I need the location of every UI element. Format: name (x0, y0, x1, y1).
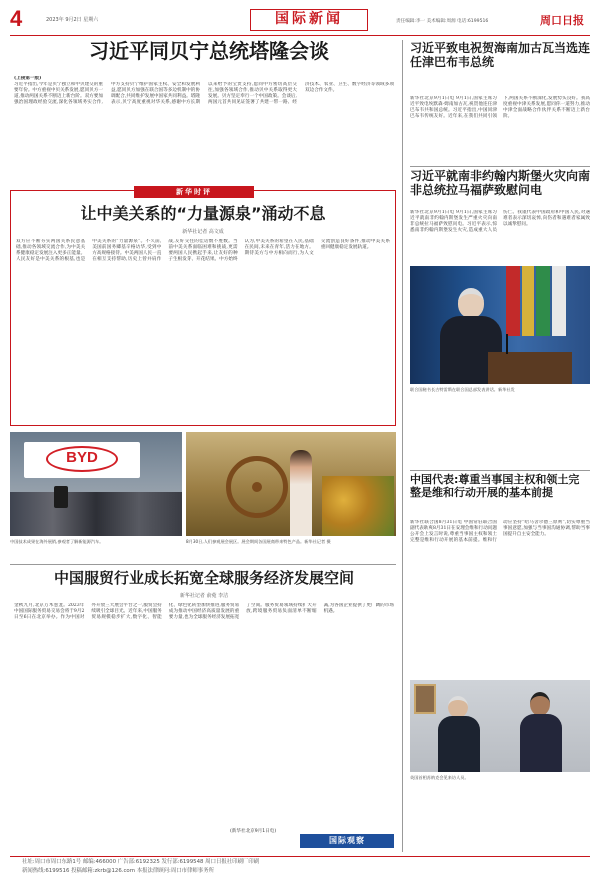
story2-text: 新华社北京9月1日电 9月1日,国家主席习近平就南非约翰内斯堡发生严重火灾向南非总统拉马福萨致慰问电。习近平表示,惊悉南非约翰内斯堡发生火灾,造成重大人员伤亡。我谨代表中国政府和中国人民,对遇难者表示深切哀悼,向伤者和遇难者家属致以诚挚慰问。 (410, 210, 590, 233)
byd-caption: 中国技术成果在海外展销,参观者了解新能源汽车。 (10, 539, 104, 544)
feature-banner (134, 186, 254, 198)
story2-headline: 习近平就南非约翰内斯堡火灾向南非总统拉马福萨致慰问电 (410, 169, 591, 197)
page-number: 4 (10, 6, 23, 31)
feature-headline-em: 力量源泉 (186, 204, 251, 223)
flag-red (506, 266, 520, 336)
story3-text: 新华社联合国8月31日电 中国常驻联合国副代表耿爽8月31日在安理会维和行动问题公开会上发言时说,尊重当事国主权和领土完整是维和行动开展的基本前提。维和行动应坚持“哈马舍尔德三原则”,切实尊重当事国意愿,加强与当事国沟通协调,帮助当事国提升自主安全能力。 (410, 520, 590, 543)
produce (322, 476, 394, 536)
un-photo (410, 266, 590, 384)
services-badge-label: 国际观察 (329, 836, 365, 845)
section-title-box (250, 9, 368, 31)
byd-photo (10, 432, 182, 536)
crowd (10, 492, 182, 536)
section-title: 国际新闻 (275, 11, 343, 27)
lead-story-body (14, 76, 394, 176)
date-line: 2023年 9月2日 星期六 (46, 17, 99, 23)
flag-white (552, 266, 566, 336)
services-text: 金秋九月,北京万木葱茏。2023年中国国际服务贸易交易会将于9月2日至6日在北京举办。作为中国对外开放三大展会平台之一,服贸会持续吸引全球目光。近年来,中国服务贸易规模稳步扩大,数字化、智能化、绿色化转型加快推进,服务贸易成为推动中国经济高质量发展的重要力量,也为全球服务经济发展拓宽了空间。服务贸易领域持续扩大开放,跨境服务贸易负面清单不断缩减,为各国企业提供了更广阔的市场机遇。 (14, 603, 394, 620)
fair-caption: 8月30日,人们参观展会展区。展会期间各国展商带来特色产品。新华社记者 摄 (186, 539, 331, 544)
right-col-divider (402, 40, 403, 852)
story2-rule (410, 166, 590, 167)
services-top-rule (10, 564, 396, 565)
lead-text: 习近平指出,今年是贝宁独立和中贝建交的重要年份。中方重视中贝关系发展,愿同贝方一道,推动两国关系不断迈上新台阶。双方要加强治国理政经验交流,深化各领域务实合作,中方支持贝宁维护国家主权、安全和发展利益,愿同贝方加强在联合国等多边机制中的协调配合,共同维护发展中国家共同利益。塔隆表示,贝宁高度重视对华关系,感谢中方长期以来给予的宝贵支持,愿同中方密切高层交往,加强各领域合作,推动贝中关系取得更大发展。贝方坚定奉行一个中国政策。会谈后,两国元首共同见证签署了共建一带一路、经济技术、农业、卫生、数字经济等领域多项双边合作文件。 (14, 82, 394, 105)
footer-line-1: 社址:周口市周口东路1号 邮编:466000 广告部:6192325 发行部:6199548 周口日报社印刷厂印刷 (22, 859, 260, 865)
person-right-body (520, 714, 562, 772)
phone-hand (54, 486, 68, 508)
person-left-head (448, 696, 468, 718)
podium (488, 352, 572, 384)
feature-banner-label: 新华时评 (176, 188, 212, 196)
person-right-head (530, 692, 550, 716)
speaker-head (458, 288, 484, 318)
portrait-frame (414, 684, 436, 714)
services-headline: 中国服贸行业成长拓宽全球服务经济发展空间 (53, 569, 354, 587)
flag-yellow (522, 266, 534, 336)
story1-text: 新华社北京9月1日电 9月1日,国家主席习近平致电埃默森·姆南加古瓦,祝贺他连任津巴布韦共和国总统。习近平指出,中国同津巴布韦传统友好。近年来,在我们共同引领下,两国关系不断深化,发展势头良好。我高度重视中津关系发展,愿同你一道努力,推动中津全面战略合作伙伴关系不断迈上新台阶。 (410, 96, 590, 119)
feature-headline (14, 205, 392, 223)
wheel-hub (252, 482, 262, 492)
microphone (506, 334, 508, 354)
byd-logo-text: BYD (66, 449, 98, 466)
masthead (10, 8, 590, 34)
editors-line: 责任编辑:李一 美术编辑:周源 电话:6199516 (396, 19, 489, 24)
services-badge (300, 834, 394, 848)
uk-photo (410, 680, 590, 772)
services-byline: 新华社记者 俞菀 李洁 (179, 593, 229, 599)
lead-dateline: (上接第一版) (14, 76, 42, 81)
story1-headline: 习近平致电祝贺海南加古瓦当选连任津巴布韦总统 (410, 41, 591, 69)
masthead-rule (10, 35, 590, 36)
uk-caption: 英国首相苏纳克会见来访人员。 (410, 775, 469, 780)
services-footer-tag: (新华社北京9月1日电) (230, 829, 277, 834)
feature-byline: 新华社记者 高文成 (182, 229, 224, 235)
feature-text: 双方应不断夯实两国关系民意基础,推动各领域交流合作,为中美关系健康稳定发展注入更多正能量。人民友好是中美关系的根基,也是中美关系的“力量源泉”。不久前,美国前国务卿基辛格访华,受到中方高规格接待。中美两国人民一直在相互支持帮助,历史上曾并肩作战,友好交往的佳话数不胜数。当前中美关系面临困难和挑战,更需要两国人民携起手来,让友好的种子生根发芽、开花结果。中方始终认为,中美关系的希望在人民,基础在民间,未来在青年,活力在地方。期待美方与中方相向而行,为人文交流创造良好条件,推动中美关系重回健康稳定发展轨道。 (16, 239, 390, 262)
flag-green (536, 266, 550, 336)
lead-headline: 习近平同贝宁总统塔隆会谈 (89, 39, 329, 63)
un-caption: 联合国秘书长古特雷斯在联合国总部发表讲话。新华社发 (410, 387, 515, 392)
feature-headline-post: ”涌动不息 (251, 204, 326, 223)
footer-line-2: 新闻热线:6199516 投稿邮箱:zkrb@126.com 本报法律顾问:周口市律师事务所 (22, 868, 214, 874)
fair-photo (186, 432, 396, 536)
paper-logo: 周口日报 (540, 14, 584, 27)
woman (290, 450, 312, 536)
person-left-body (438, 716, 480, 772)
story3-headline: 中国代表:尊重当事国主权和领土完整是维和行动开展的基本前提 (410, 473, 580, 499)
feature-headline-pre: 让中美关系的“ (80, 204, 187, 223)
story3-rule (410, 470, 590, 471)
footer-rule (10, 856, 590, 857)
